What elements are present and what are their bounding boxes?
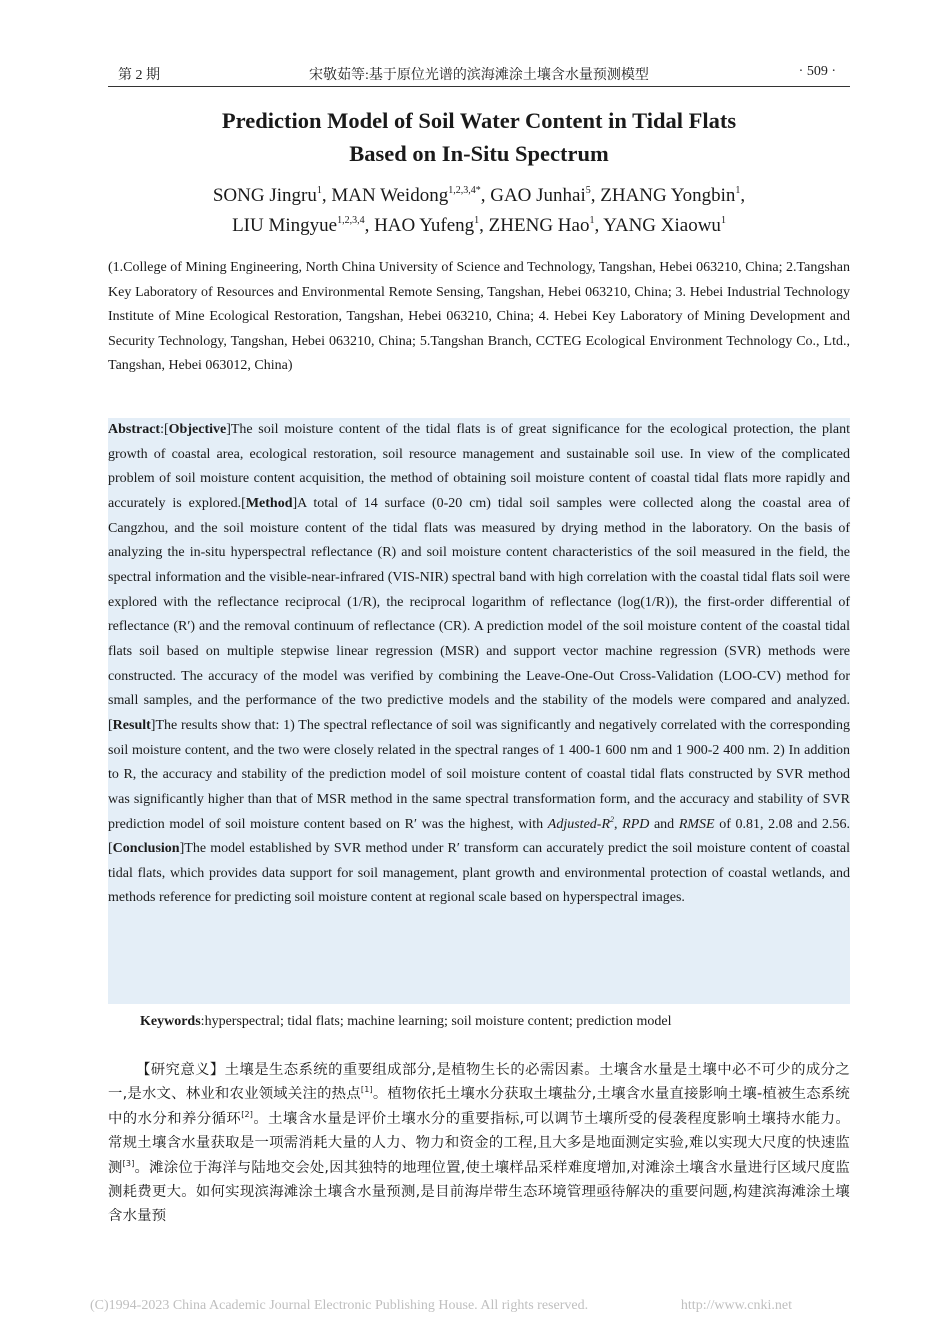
paragraph: 【研究意义】土壤是生态系统的重要组成部分,是植物生长的必需因素。土壤含水量是土壤中必不可少的成分之一,是水文、林业和农业领域关注的热点[1]。植物依托土壤水分获取土壤盐分,土壤含水量直接影响土壤-植被生态系统中的水分和养分循环[2]。土壤含水量是评价土壤水分的重要指标,可以调节土壤所受的侵袭程度影响土壤持水能力。常规土壤含水量获取是一项需消耗大量的人力、物力和资金的工程,且大多是地面测定实验,难以实现大尺度的快速监测[3]。滩涂位于海洋与陆地交会处,因其独特的地理位置,使土壤样品采样难度增加,对滩涂土壤含水量进行区域尺度监测耗费更大。如何实现滨海滩涂土壤含水量预测,是目前海岸带生态环境管理亟待解决的重要问题,构建滨海滩涂土壤含水量预 [108,1062,850,1225]
result-text: The results show that: 1) The spectral reflectance of soil was significantly and negatively correlated with the corresponding soil moisture content, and the two were closely related in the spectral ranges of 1 400-1 600 nm and 1 900-2 400 nm. 2) In addition to R, the accuracy and stability of the prediction model of soil moisture content of coastal tidal flats constructed by SVR method was significantly higher than that of MSR method in the same spectral transformation form, and the accuracy and stability of SVR prediction model of soil moisture content based on R′ was the highest, with [108,717,850,832]
keywords-text: hyperspectral; tidal flats; machine learning; soil moisture content; prediction model [204,1014,672,1029]
method-tag: Method [245,495,293,511]
citation: [3] [122,1158,135,1168]
running-title: 宋敬茹等:基于原位光谱的滨海滩涂土壤含水量预测模型 [309,68,649,83]
issue-number: 第 2 期 [118,68,160,83]
page-number: · 509 · [798,64,836,79]
method-text: A total of 14 surface (0-20 cm) tidal soil samples were collected along the coastal area of Cangzhou, and the soil moisture content of the tidal flats was measured by drying method in the laboratory. On the basis of analyzing the in-situ hyperspectral reflectance (R) and soil moisture content characteristics of the soil measured in the field, the spectral information and the visible-near-infrared (VIS-NIR) spectral band with high correlation with the coastal tidal flats soil were explored with the reflectance reciprocal (1/R), the reciprocal logarithm of reflectance (log(1/R)), the first-order differential of reflectance (R′) and the removal continuum of reflectance (CR). A prediction model of the soil moisture content of the coastal tidal flats soil based on multiple stepwise linear regression (MSR) and support vector machine regression (SVR) methods were constructed. The accuracy of the model was verified by combining the Leave-One-Out Cross-Validation (LOO-CV) method for small samples, and the performance of the two predictive models and the stability of the models were compared and analyzed. [108,495,850,709]
author: SONG Jingru$^1$, [212,185,327,206]
author: LIU Mingyue$^{1,2,3,4}$, [232,215,370,236]
title-line-2: Based on In-Situ Spectrum [349,141,609,166]
abstract-label: Abstract [108,422,161,437]
abstract: Abstract:[Objective]The soil moisture content of the tidal flats is of great significance for the ecological protection, the plant growth of coastal area, ecological restoration, soil resource management and sustainable soil use. In view of the complicated problem of soil moisture content acquisition, the method of obtaining soil moisture content of coastal tidal flats more rapidly and accurately is explored.[Method]A total of 14 surface (0-20 cm) tidal soil samples were collected along the coastal area of Cangzhou, and the soil moisture content of the tidal flats was measured by drying method in the laboratory. On the basis of analyzing the in-situ hyperspectral reflectance (R) and soil moisture content characteristics of the soil measured in the field, the spectral information and the visible-near-infrared (VIS-NIR) spectral band with high correlation with the coastal tidal flats soil were explored with the reflectance reciprocal (1/R), the reciprocal logarithm of reflectance (log(1/R)), the first-order differential of reflectance (R′) and the removal continuum of reflectance (CR). A prediction model of the soil moisture content of the coastal tidal flats soil based on multiple stepwise linear regression (MSR) and support vector machine regression (SVR) methods were constructed. The accuracy of the model was verified by combining the Leave-One-Out Cross-Validation (LOO-CV) method for small samples, and the performance of the two predictive models and the stability of the models were compared and analyzed.[Result]The results show that: 1) The spectral reflectance of soil was significantly and negatively correlated with the corresponding soil moisture content, and the two were closely related in the spectral ranges of 1 400-1 600 nm and 1 900-2 400 nm. 2) In addition to R, the accuracy and stability of the prediction model of soil moisture content of coastal tidal flats constructed by SVR method was significantly higher than that of MSR method in the same spectral transformation form, and the accuracy and stability of SVR prediction model of soil moisture content based on R′ was the highest, with Adjusted-$R^2$, RPD and RMSE of 0.81, 2.08 and 2.56.[Conclusion]The model established by SVR method under R′ transform can accurately predict the soil moisture content of coastal tidal flats, which provides data support for soil management, plant growth and environmental protection of coastal wetlands, and methods reference for predicting soil moisture content at regional scale based on hyperspectral images. [108,422,851,906]
conclusion-tag: Conclusion [112,841,180,857]
author: GAO Junhai$^5$, [490,185,596,206]
cnki-url: http://www.cnki.net [680,1298,792,1313]
author: ZHENG Hao$^1$, [488,215,600,236]
header-rule [108,86,850,87]
author: HAO Yufeng$^1$, [374,215,484,236]
metric-adjusted-r2: Adjusted-$R^2$ [547,814,615,832]
objective-tag: Objective [168,422,227,437]
conclusion-text: The model established by SVR method under R′ transform can accurately predict the soil moisture content of coastal tidal flats, which provides data support for soil management, plant growth and environmental protection of coastal wetlands, and methods reference for predicting soil moisture content at regional scale based on hyperspectral images. [108,841,850,906]
paper-title [108,104,850,170]
citation: [2] [241,1109,254,1119]
running-header [108,62,850,86]
result-tag: Result [112,717,151,733]
copyright-footer [90,1298,850,1318]
objective-text: The soil moisture content of the tidal flats is of great significance for the ecological protection, the plant growth of coastal area, ecological restoration, soil resource management and sustainable soil use. In view of the complicated problem of soil moisture content acquisition, the method of obtaining soil moisture content of coastal tidal flats more rapidly and accurately is explored. [108,422,850,511]
title-line-1: Prediction Model of Soil Water Content in Tidal Flats [221,108,737,133]
body-text [108,1058,850,1229]
affiliations: (1.College of Mining Engineering, North China University of Science and Technology, Tangshan, Hebei 063210, China; 2.Tangshan Key Laboratory of Resources and Environmental Remote Sensing, Tangshan, Hebei 063210, China; 3. Hebei Industrial Technology Institute of Mine Ecological Restoration, Tangshan, Hebei 063210, China; 4. Hebei Key Laboratory of Mining Development and Security Technology, Tangshan, Hebei 063210, China; 5.Tangshan Branch, CCTEG Ecological Environment Technology Co., Ltd., Tangshan, Hebei 063012, China) [108,260,850,374]
citation: [1] [360,1085,373,1095]
keywords-label: Keywords [140,1014,201,1029]
author: ZHANG Yongbin$^1$, [600,185,746,206]
author: MAN Weidong$^{1,2,3,4*}$, [331,185,486,206]
metric-rpd: RPD [622,816,650,832]
keywords: Keywords:hyperspectral; tidal flats; machine learning; soil moisture content; prediction model [140,1014,672,1029]
section-tag: 【研究意义】 [136,1062,225,1078]
copyright-text: (C)1994-2023 China Academic Journal Electronic Publishing House. All rights reserved. [90,1298,589,1313]
metric-rmse: RMSE [678,816,715,832]
author: YANG Xiaowu$^1$ [603,215,726,236]
author-list [108,181,850,241]
